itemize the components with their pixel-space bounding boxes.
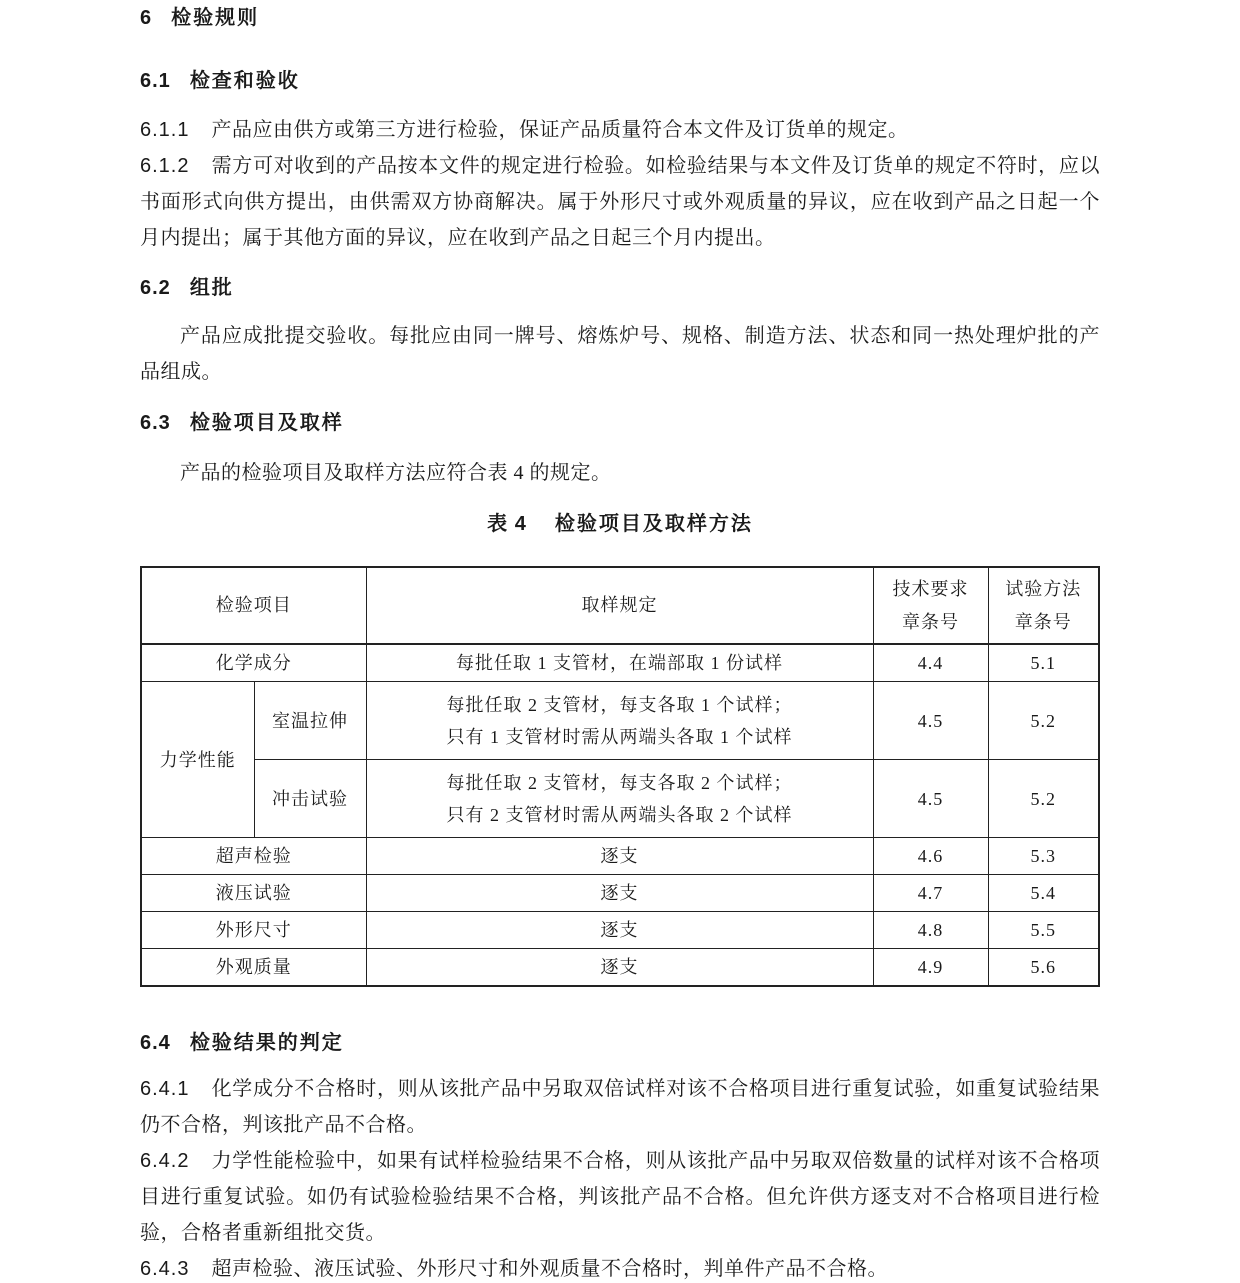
cell-tech: 4.5 xyxy=(873,682,988,760)
sampling-line-1: 每批任取 2 支管材，每支各取 1 个试样； xyxy=(446,694,793,715)
section-number: 6.4 xyxy=(140,1032,171,1054)
section-heading-6-4 xyxy=(140,1025,1100,1061)
cell-item: 液压试验 xyxy=(141,875,366,912)
table-caption-title: 检验项目及取样方法 xyxy=(554,513,753,535)
section-heading-6-3 xyxy=(140,405,1100,441)
cell-sampling xyxy=(366,760,873,838)
section-number: 6.2 xyxy=(140,277,171,299)
sampling-line-2: 只有 1 支管材时需从两端头各取 1 个试样 xyxy=(446,726,793,747)
section-title: 检验结果的判定 xyxy=(189,1032,344,1054)
table-row-dimensions xyxy=(141,912,1099,949)
table-row-ultrasonic xyxy=(141,838,1099,875)
header-line: 技术要求 xyxy=(892,578,969,599)
cell-tech: 4.6 xyxy=(873,838,988,875)
sampling-line-2: 只有 2 支管材时需从两端头各取 2 个试样 xyxy=(446,804,793,825)
table-row-chemical xyxy=(141,644,1099,682)
section-heading-6-1 xyxy=(140,63,1100,99)
cell-method: 5.1 xyxy=(988,644,1099,682)
table-caption xyxy=(140,506,1100,542)
cell-item: 化学成分 xyxy=(141,644,366,682)
clause-6-4-2 xyxy=(140,1143,1100,1251)
section-title: 组批 xyxy=(189,277,234,299)
cell-tech: 4.9 xyxy=(873,949,988,987)
section-heading-6 xyxy=(140,0,1100,36)
table-row-hydraulic xyxy=(141,875,1099,912)
table-row-tensile xyxy=(141,682,1099,760)
section-heading-6-2 xyxy=(140,270,1100,306)
clause-text: 产品应由供方或第三方进行检验，保证产品质量符合本文件及订货单的规定。 xyxy=(211,119,909,141)
clause-number: 6.4.1 xyxy=(140,1078,190,1100)
header-line: 试验方法 xyxy=(1005,578,1082,599)
header-test-method xyxy=(988,567,1099,644)
header-line: 章条号 xyxy=(902,611,959,632)
section-number: 6 xyxy=(140,7,153,29)
clause-6-1-2 xyxy=(140,148,1100,256)
cell-subitem: 冲击试验 xyxy=(254,760,366,838)
section-title: 检查和验收 xyxy=(189,70,300,92)
clause-number: 6.4.2 xyxy=(140,1150,190,1172)
clause-6-4-3 xyxy=(140,1251,1100,1283)
cell-item: 外观质量 xyxy=(141,949,366,987)
clause-6-1-1 xyxy=(140,112,1100,148)
cell-item: 外形尺寸 xyxy=(141,912,366,949)
paragraph-6-2: 产品应成批提交验收。每批应由同一牌号、熔炼炉号、规格、制造方法、状态和同一热处理炉批的产品组成。 xyxy=(140,325,1100,383)
clause-number: 6.4.3 xyxy=(140,1258,190,1280)
section-number: 6.3 xyxy=(140,412,171,434)
cell-method: 5.4 xyxy=(988,875,1099,912)
cell-method: 5.5 xyxy=(988,912,1099,949)
sampling-line-1: 每批任取 2 支管材，每支各取 2 个试样； xyxy=(446,772,793,793)
cell-method: 5.2 xyxy=(988,760,1099,838)
cell-method: 5.2 xyxy=(988,682,1099,760)
table-header-row xyxy=(141,567,1099,644)
clause-text: 超声检验、液压试验、外形尺寸和外观质量不合格时，判单件产品不合格。 xyxy=(211,1258,888,1280)
clause-text: 需方可对收到的产品按本文件的规定进行检验。如检验结果与本文件及订货单的规定不符时，应以书面形式向供方提出，由供需双方协商解决。属于外形尺寸或外观质量的异议，应在收到产品之日起一个月内提出；属于其他方面的异议，应在收到产品之日起三个月内提出。 xyxy=(140,155,1100,249)
cell-sampling: 逐支 xyxy=(366,949,873,987)
clause-number: 6.1.1 xyxy=(140,119,190,141)
section-number: 6.1 xyxy=(140,70,171,92)
paragraph-6-3: 产品的检验项目及取样方法应符合表 4 的规定。 xyxy=(180,462,612,484)
header-line: 章条号 xyxy=(1014,611,1072,632)
cell-group-mechanical: 力学性能 xyxy=(141,682,254,838)
section-title: 检验项目及取样 xyxy=(189,412,344,434)
cell-sampling: 逐支 xyxy=(366,875,873,912)
table-row-appearance xyxy=(141,949,1099,987)
cell-subitem: 室温拉伸 xyxy=(254,682,366,760)
header-tech-requirement xyxy=(873,567,988,644)
cell-sampling xyxy=(366,682,873,760)
cell-sampling: 逐支 xyxy=(366,838,873,875)
table-caption-label: 表 4 xyxy=(487,513,527,535)
header-inspection-item: 检验项目 xyxy=(141,567,366,644)
cell-sampling: 每批任取 1 支管材，在端部取 1 份试样 xyxy=(366,644,873,682)
cell-tech: 4.7 xyxy=(873,875,988,912)
clause-number: 6.1.2 xyxy=(140,155,190,177)
cell-tech: 4.4 xyxy=(873,644,988,682)
clause-6-4-1 xyxy=(140,1071,1100,1143)
section-title: 检验规则 xyxy=(171,7,260,29)
table-row-impact xyxy=(141,760,1099,838)
clause-text: 化学成分不合格时，则从该批产品中另取双倍试样对该不合格项目进行重复试验，如重复试验结果仍不合格，判该批产品不合格。 xyxy=(140,1078,1100,1136)
cell-method: 5.6 xyxy=(988,949,1099,987)
clause-text: 力学性能检验中，如果有试样检验结果不合格，则从该批产品中另取双倍数量的试样对该不合格项目进行重复试验。如仍有试验检验结果不合格，判该批产品不合格。但允许供方逐支对不合格项目进行检验，合格者重新组批交货。 xyxy=(140,1150,1100,1244)
cell-method: 5.3 xyxy=(988,838,1099,875)
cell-item: 超声检验 xyxy=(141,838,366,875)
cell-tech: 4.5 xyxy=(873,760,988,838)
cell-sampling: 逐支 xyxy=(366,912,873,949)
header-sampling-rule: 取样规定 xyxy=(366,567,873,644)
cell-tech: 4.8 xyxy=(873,912,988,949)
table-4-inspection-items xyxy=(140,566,1100,987)
